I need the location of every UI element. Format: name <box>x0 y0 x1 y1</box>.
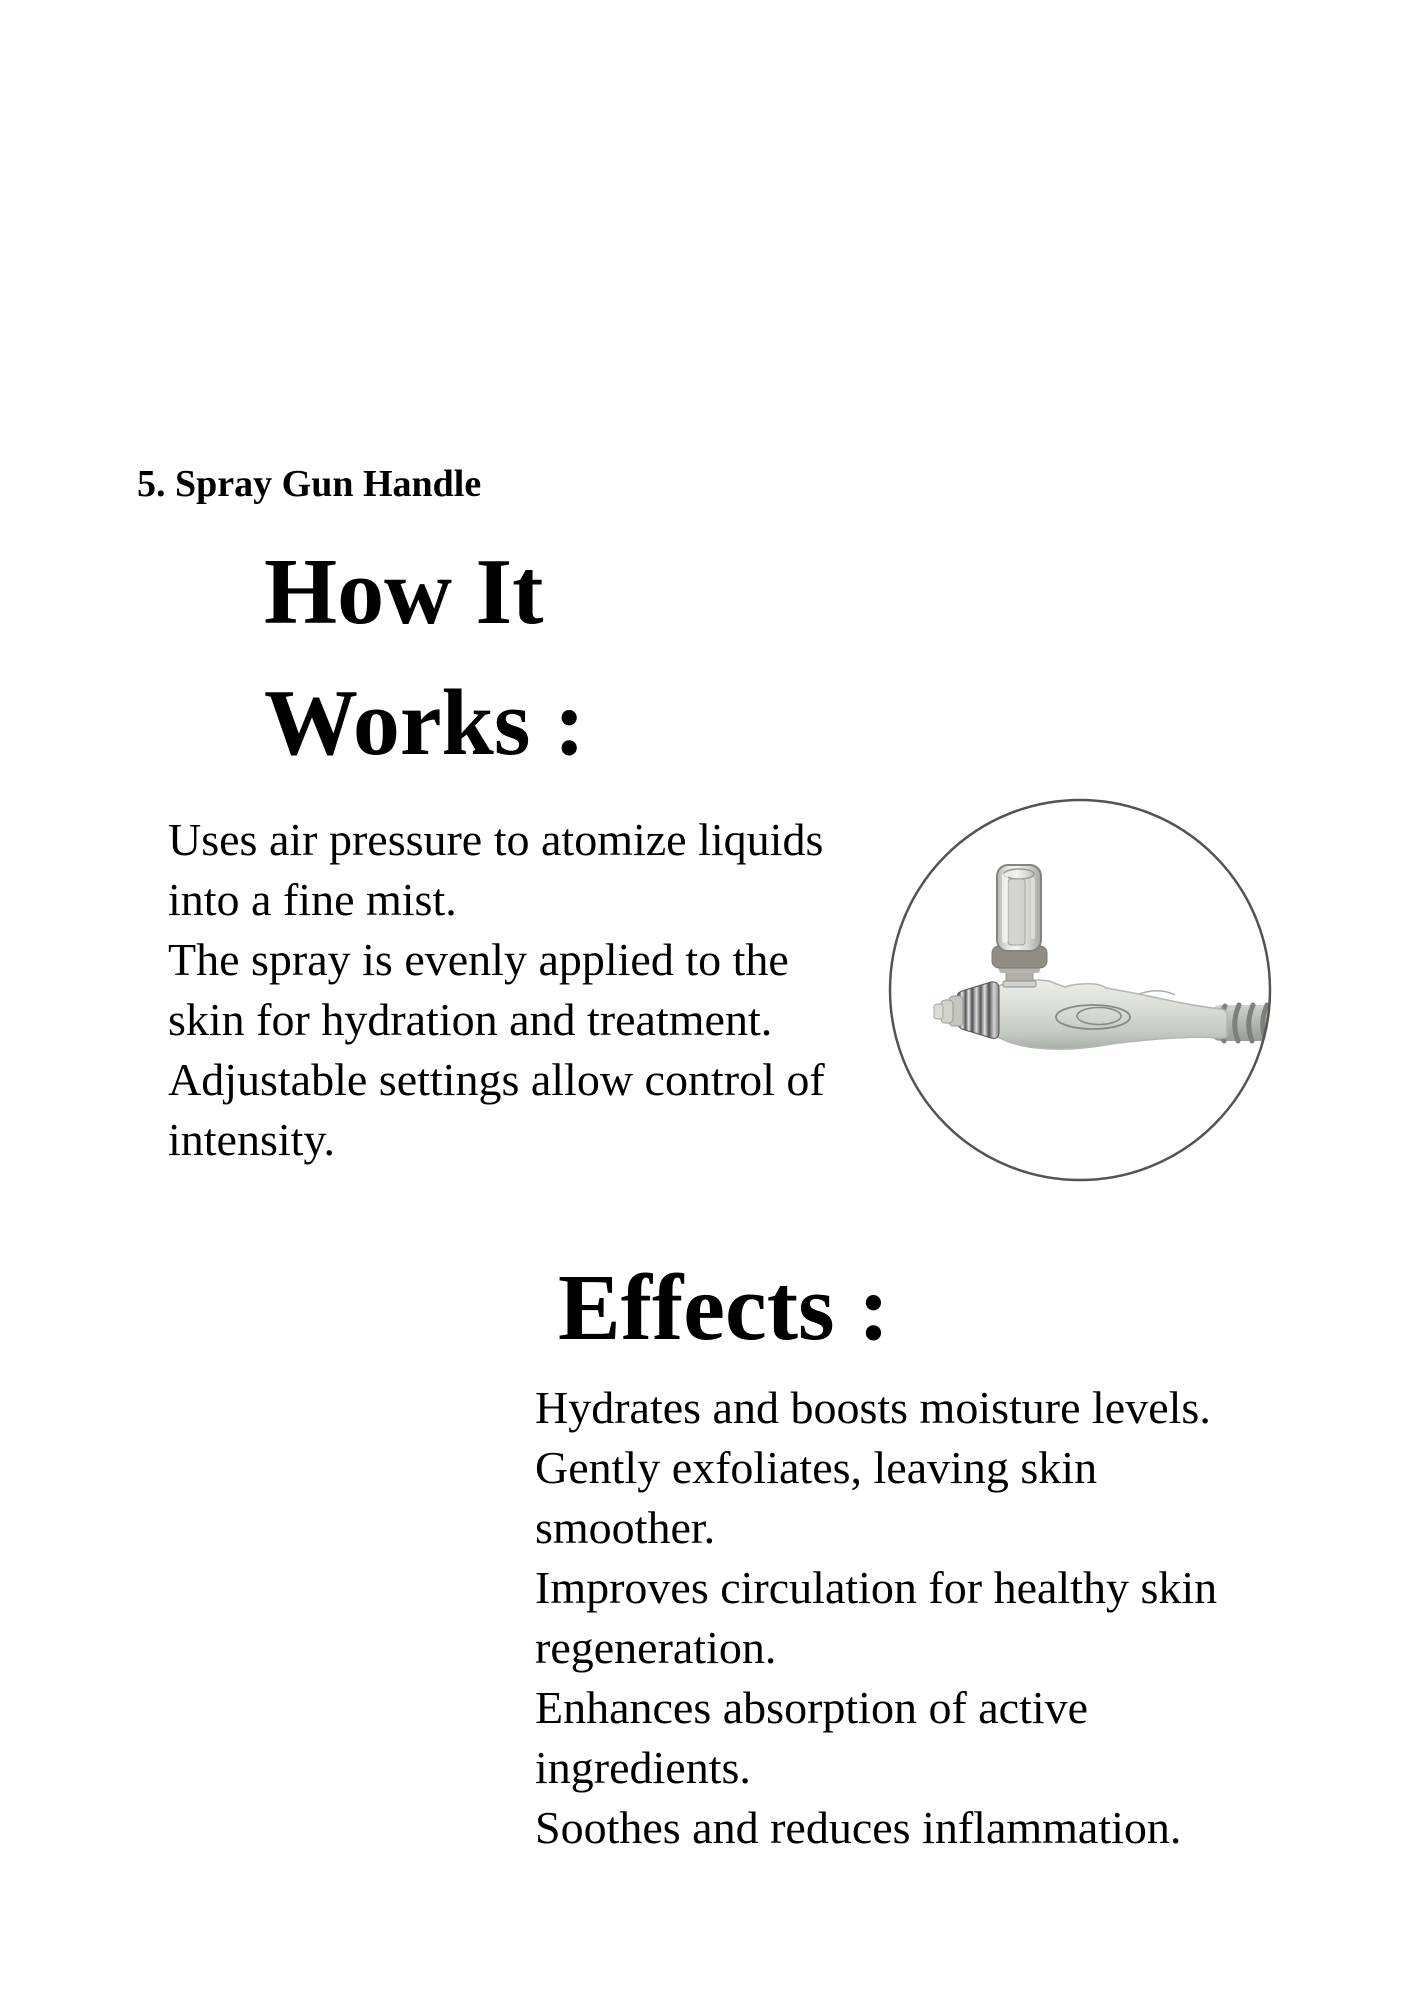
section-heading: 5. Spray Gun Handle <box>137 463 482 505</box>
effects-line: Improves circulation for healthy skin <box>535 1562 1218 1613</box>
how-it-works-line: skin for hydration and treatment. <box>168 994 773 1045</box>
glass-vial <box>997 865 1041 951</box>
effects-paragraph <box>535 1378 1217 1858</box>
how-it-works-line: Uses air pressure to atomize liquids <box>168 814 824 865</box>
spray-gun-handle-illustration <box>887 797 1273 1183</box>
how-it-works-title-line1: How It <box>264 540 544 644</box>
how-it-works-line: intensity. <box>168 1114 335 1165</box>
effects-line: Hydrates and boosts moisture levels. <box>535 1382 1211 1433</box>
effects-line: Gently exfoliates, leaving skin <box>535 1442 1098 1493</box>
handle-body <box>983 980 1227 1049</box>
how-it-works-line: into a fine mist. <box>168 874 457 925</box>
spray-gun-handle-photo <box>887 797 1273 1183</box>
how-it-works-paragraph <box>168 810 825 1170</box>
effects-line: ingredients. <box>535 1742 751 1793</box>
effects-title: Effects : <box>558 1256 890 1360</box>
how-it-works-line: Adjustable settings allow control of <box>168 1054 825 1105</box>
effects-line: smoother. <box>535 1502 716 1553</box>
effects-line: Enhances absorption of active <box>535 1682 1089 1733</box>
effects-line: regeneration. <box>535 1622 777 1673</box>
how-it-works-title-line2: Works : <box>264 671 586 775</box>
effects-line: Soothes and reduces inflammation. <box>535 1802 1182 1853</box>
how-it-works-line: The spray is evenly applied to the <box>168 934 789 985</box>
nozzle-tip <box>934 996 963 1026</box>
how-it-works-title <box>264 527 585 789</box>
